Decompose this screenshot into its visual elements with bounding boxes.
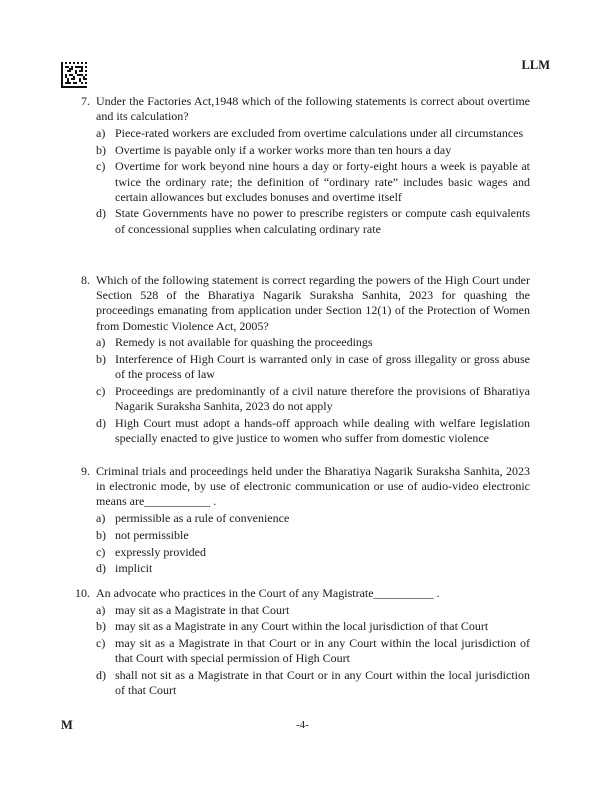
option-text: State Governments have no power to prescribe registers or compute cash equivalents of concessional supplies when calculating ordinary rate: [115, 206, 530, 236]
option-letter: a): [96, 511, 106, 526]
option-letter: b): [96, 619, 106, 634]
option-text: Proceedings are predominantly of a civil nature therefore the provisions of Bharatiya Nagarik Suraksha Sanhita, 2023 do not apply: [115, 383, 530, 414]
question-text: Criminal trials and proceedings held under the Bharatiya Nagarik Suraksha Sanhita, 2023 in electronic mode, by use of electronic communication or use of audio-video electronic means are___________ .: [96, 464, 530, 509]
option: [96, 619, 530, 634]
exam-code: LLM: [521, 58, 550, 72]
question-number: 9.: [81, 464, 90, 478]
option-letter: d): [96, 561, 106, 576]
option-letter: d): [96, 206, 106, 221]
option-letter: d): [96, 415, 106, 430]
option-letter: a): [96, 602, 106, 617]
option-text: Interference of High Court is warranted only in case of gross illegality or gross abuse of the process of law: [115, 352, 530, 382]
qr-code: [61, 62, 87, 88]
option: [96, 416, 530, 446]
option-text: expressly provided: [115, 544, 206, 559]
option-letter: c): [96, 544, 106, 559]
question-10: [70, 586, 530, 698]
option: [96, 603, 530, 618]
option: [96, 636, 530, 666]
option: [96, 206, 530, 236]
option-letter: c): [96, 159, 106, 174]
option-text: may sit as a Magistrate in any Court within the local jurisdiction of that Court: [115, 619, 489, 634]
option-text: shall not sit as a Magistrate in that Court or in any Court within the local jurisdiction of that Court: [115, 668, 530, 698]
option-letter: c): [96, 636, 106, 651]
option: [96, 384, 530, 414]
option-text: Overtime for work beyond nine hours a day or forty-eight hours a week is payable at twice the ordinary rate; the definition of “ordinary rate” includes basic wages and certain allowances but excludes bonuses and overtime itself: [115, 159, 530, 204]
option-letter: a): [96, 335, 106, 350]
series-code: M: [61, 718, 73, 732]
option-letter: b): [96, 142, 106, 157]
question-7: [70, 94, 530, 237]
question-number: 7.: [81, 94, 90, 108]
question-number: 8.: [81, 273, 90, 287]
question-8: [70, 273, 530, 446]
option: [96, 528, 530, 543]
option-text: Overtime is payable only if a worker works more than ten hours a day: [115, 142, 452, 157]
option: [96, 668, 530, 698]
option: [96, 335, 530, 350]
option-letter: b): [96, 527, 106, 542]
question-text: Which of the following statement is correct regarding the powers of the High Court under Section 528 of the Bharatiya Nagarik Suraksha Sanhita, 2023 for quashing the proceedings emanating from application under Section 12(1) of the Protection of Women from Domestic Violence Act, 2005?: [96, 273, 530, 333]
option-text: Piece-rated workers are excluded from overtime calculations under all circumstances: [115, 125, 524, 140]
option-text: permissible as a rule of convenience: [115, 511, 290, 526]
option-text: not permissible: [115, 527, 189, 542]
option-text: may sit as a Magistrate in that Court: [115, 602, 290, 617]
question-number: 10.: [75, 586, 90, 600]
option: [96, 545, 530, 560]
option-letter: d): [96, 668, 106, 683]
option-letter: a): [96, 125, 106, 140]
question-text: An advocate who practices in the Court of any Magistrate__________ .: [96, 586, 440, 600]
option: [96, 561, 530, 576]
option-text: High Court must adopt a hands-off approach while dealing with welfare legislation specially enacted to give justice to women who suffer from domestic violence: [115, 415, 530, 446]
page-number: -4-: [296, 719, 309, 731]
option-text: implicit: [115, 561, 153, 576]
option: [96, 159, 530, 205]
option: [96, 143, 530, 158]
question-text: Under the Factories Act,1948 which of the following statements is correct about overtime and its calculation?: [96, 94, 530, 124]
option: [96, 352, 530, 382]
option-letter: c): [96, 383, 106, 398]
option-text: Remedy is not available for quashing the proceedings: [115, 335, 373, 350]
question-9: [70, 464, 530, 576]
option-text: may sit as a Magistrate in that Court or in any Court within the local jurisdiction of that Court with special permission of High Court: [115, 636, 530, 666]
option-letter: b): [96, 352, 106, 367]
option: [96, 126, 530, 141]
option: [96, 511, 530, 526]
